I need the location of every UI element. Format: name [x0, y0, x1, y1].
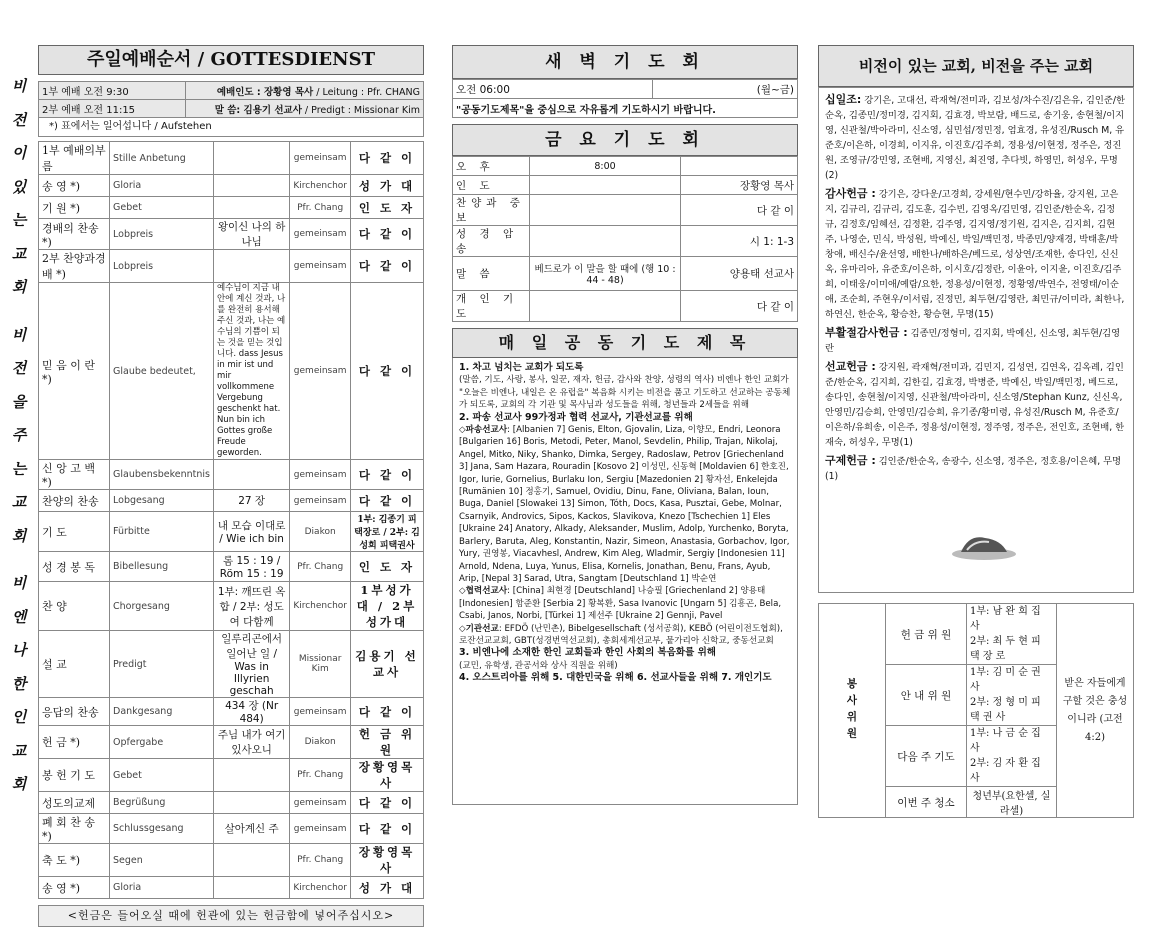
order-item-leader: 다 같 이 [351, 698, 424, 726]
offering-group-label: 선교헌금 : [825, 360, 876, 373]
vertical-motto-char: 비 [11, 325, 27, 344]
prayer-1-heading: 1. 차고 넘치는 교회가 되도록 [459, 362, 584, 373]
friday-row [453, 176, 798, 195]
order-item-leader: 다 같 이 [351, 460, 424, 490]
order-item-leader: 성 가 대 [351, 877, 424, 899]
service-role: 헌 금 위 원 [886, 604, 967, 665]
order-item-leader: 장황영목사 [351, 759, 424, 792]
order-item-leader: 김용기 선교사 [351, 631, 424, 698]
service-1-time: 9:30 [106, 87, 129, 98]
friday-prayer-table [452, 156, 798, 322]
order-item-detail [213, 759, 289, 792]
order-item-kr: 성 경 봉 독 [39, 552, 110, 582]
service-1-name: 1부 예배 오전 [42, 87, 104, 98]
service-person-1: 1부: 나 금 순 집 사 [970, 728, 1041, 754]
order-item-role: gemeinsam [290, 283, 351, 460]
service-2-name: 2부 예배 오전 [42, 105, 104, 116]
vertical-motto-char: 전 [11, 359, 27, 377]
order-item-role: gemeinsam [290, 792, 351, 814]
vertical-motto-char: 한 [11, 674, 27, 693]
friday-detail [530, 291, 681, 322]
offering-group-names: 김인준/한순옥, 송광수, 신소영, 정주은, 정호용/이은혜, 무명(1) [825, 456, 1122, 482]
order-item-role: Diakon [290, 512, 351, 552]
friday-item: 말 씀 [453, 257, 530, 291]
order-item-de: Bibellesung [110, 552, 214, 582]
order-row [39, 726, 424, 759]
order-row [39, 844, 424, 877]
worship-order-title: 주일예배순서 / GOTTESDIENST [38, 45, 424, 75]
vertical-motto-char: 회 [11, 775, 27, 793]
order-item-leader: 인 도 자 [351, 552, 424, 582]
order-row [39, 197, 424, 219]
service-role: 안 내 위 원 [886, 665, 967, 726]
vertical-motto-char: 비 [11, 574, 27, 592]
service-committee-table [818, 603, 1134, 818]
order-item-role: gemeinsam [290, 460, 351, 490]
service-person: 청년부(요한셀, 실라셀) [967, 787, 1057, 818]
order-item-role: Kirchenchor [290, 582, 351, 631]
order-row [39, 490, 424, 512]
dawn-days: (월~금) [652, 80, 797, 99]
order-item-role: gemeinsam [290, 142, 351, 175]
friday-leader: 시 1: 1-3 [681, 226, 798, 257]
prayer-1-body: (말씀, 기도, 사랑, 봉사, 일꾼, 재자, 헌금, 감사와 찬양, 성령의 역사) 비엔나 한인 교회가 "오늘은 비엔나, 내일은 온 유럽을" 복음화 시키는 비전을 품고 기도하고 선교하는 공동체가 되도록, 교회의 각 기관 및 목사님과 성도들을 위해, 청년들과 2세들을 위해 [459, 375, 791, 411]
friday-leader: 장황영 목사 [681, 176, 798, 195]
order-item-detail: 왕이신 나의 하나님 [213, 219, 289, 250]
service-person-1: 1부: 김 미 순 권 사 [970, 667, 1041, 693]
prayer-2-heading: 2. 파송 선교사 99가정과 협력 선교사, 기관선교를 위해 [459, 411, 693, 423]
offering-group-names: 강기은, 고대선, 곽재혁/전미과, 김보성/차수진/김은유, 김인준/한순옥, 김종민/정미경, 김지회, 김효경, 박보람, 배드로, 송기웅, 송현철/이지영, 신관철/박아라미, 신소영, 심민섭/정민정, 엄효경, 유성진/Rusch M, 유준호/이은하, 이경희, 이지유, 이진호/김주희, 정용성/이현정, 정주은, 정진원, 조영규/강민영, 조현배, 지영신, 최진영, 추다빗, 하영민, 허성우, 무명(2) [825, 95, 1125, 181]
order-item-de: Gebet [110, 197, 214, 219]
order-item-leader: 다 같 이 [351, 283, 424, 460]
order-row [39, 512, 424, 552]
prayer-2-partner-label: ◇협력선교사 [459, 586, 508, 597]
order-item-de: Lobgesang [110, 490, 214, 512]
service-committee-label: 봉사위원 [819, 604, 886, 818]
vertical-motto-char: 나 [11, 641, 27, 659]
friday-detail: 8:00 [530, 157, 681, 176]
order-item-de: Stille Anbetung [110, 142, 214, 175]
prayer-4-heading: 4. 오스트리아를 위해 5. 대한민국을 위해 6. 선교사들을 위해 7. 개인기도 [459, 672, 772, 684]
order-row [39, 877, 424, 899]
order-item-de: Glaubensbekenntnis [110, 460, 214, 490]
dawn-time: 오전 06:00 [453, 80, 653, 99]
stand-note-kr: *) 표에서는 일어섭니다 [49, 121, 152, 132]
friday-row [453, 257, 798, 291]
order-item-leader: 1부성가대 / 2부성가대 [351, 582, 424, 631]
friday-row [453, 226, 798, 257]
order-item-role: gemeinsam [290, 698, 351, 726]
order-item-de: Gebet [110, 759, 214, 792]
order-item-kr: 응답의 찬송 [39, 698, 110, 726]
friday-row [453, 195, 798, 226]
friday-row [453, 291, 798, 322]
prayer-2-partner-missionaries: : [China] 최현경 [Deutschland] 나승필 [Griechenland 2] 양용태 [Indonesien] 함준환 [Serbia 2] 황복환, Sasa Ivanovic [Ungarn 5] 김흥곤, Bela, Csabi, Janos, Norbi, [Türkei 1] 제선주 [Ukraine 2] Gennji, Pavel [459, 586, 782, 622]
order-item-role: gemeinsam [290, 490, 351, 512]
prayer-2-organizations: : EFDÖ (난민촌), Bibelgesellschaft (성서공회), KEBÖ (어린이전도협회), 로잔선교교회, GBT(성경번역선교회), 총회세계선교부, 뭍가리아 신학교, 중동선교회 [459, 623, 783, 646]
order-item-detail: 예수님이 지금 내 안에 계신 것과, 나를 완전히 용서해 주신 것과, 나는 예수님의 기쁨이 되는 것을 믿는 것입니다. dass Jesus in mir ist und mir vollkommene Vergebung geschenkt hat. Nun bin ich Gottes große Freude geworden. [213, 283, 289, 460]
order-item-de: Dankgesang [110, 698, 214, 726]
order-item-de: Chorgesang [110, 582, 214, 631]
vertical-motto-char: 이 [11, 144, 27, 162]
vertical-motto-char: 전 [11, 110, 27, 129]
order-item-role: Pfr. Chang [290, 759, 351, 792]
order-item-kr: 신 앙 고 백 *) [39, 460, 110, 490]
order-item-kr: 축 도 *) [39, 844, 110, 877]
order-item-leader: 성 가 대 [351, 175, 424, 197]
service-times-table [38, 81, 424, 118]
order-row [39, 142, 424, 175]
vertical-motto-char: 을 [11, 392, 27, 411]
order-item-leader: 다 같 이 [351, 814, 424, 844]
order-item-role: Missionar Kim [290, 631, 351, 698]
vertical-motto-char: 있 [11, 177, 27, 196]
friday-item: 개 인 기 도 [453, 291, 530, 322]
service-1-leader-de: / Leitung : Pfr. CHANG [316, 86, 420, 98]
service-1-leader: 예배인도 : 장황영 목사 [216, 86, 314, 98]
prayer-2-sent-label-vis: ◇파송선교사 [459, 425, 508, 436]
prayer-3-heading: 3. 비엔나에 소재한 한인 교회들과 한인 사회의 복음화를 위해 [459, 647, 716, 659]
order-row [39, 552, 424, 582]
friday-item: 오 후 [453, 157, 530, 176]
order-item-leader: 다 같 이 [351, 250, 424, 283]
friday-detail: 베드로가 이 말을 할 때에 (행 10 : 44 - 48) [530, 257, 681, 291]
friday-row [453, 157, 798, 176]
order-item-kr: 성도의교제 [39, 792, 110, 814]
order-item-detail [213, 877, 289, 899]
friday-item: 성 경 암 송 [453, 226, 530, 257]
offering-group [825, 453, 1127, 484]
service-person-2: 2부: 최 두 현 피 택 장 로 [970, 636, 1041, 662]
order-row [39, 250, 424, 283]
order-item-kr: 폐 회 찬 송 *) [39, 814, 110, 844]
friday-detail [530, 176, 681, 195]
order-row [39, 698, 424, 726]
friday-prayer-title: 금 요 기 도 회 [452, 124, 798, 156]
stand-note [38, 118, 424, 137]
order-item-detail: 주님 내가 여기 있사오니 [213, 726, 289, 759]
order-item-detail: 롬 15 : 19 / Röm 15 : 19 [213, 552, 289, 582]
order-row [39, 582, 424, 631]
service-2-time: 11:15 [106, 105, 136, 116]
order-item-de: Gloria [110, 877, 214, 899]
vision-title: 비전이 있는 교회, 비전을 주는 교회 [818, 45, 1134, 87]
order-item-role: Pfr. Chang [290, 844, 351, 877]
order-item-kr: 1부 예배의부름 [39, 142, 110, 175]
daily-prayer-list [452, 358, 798, 805]
order-item-de: Fürbitte [110, 512, 214, 552]
service-2-preacher-de: / Predigt : Missionar Kim [304, 104, 420, 116]
service-committee-row [819, 604, 1134, 665]
offering-group-label: 십일조: [825, 93, 862, 106]
order-item-leader: 다 같 이 [351, 792, 424, 814]
order-item-role: Kirchenchor [290, 877, 351, 899]
order-item-kr: 찬양의 찬송 [39, 490, 110, 512]
vertical-motto-char: 는 [11, 211, 27, 229]
service-2-preacher: 말 씀: 김용기 선교사 [214, 104, 302, 116]
order-row [39, 759, 424, 792]
order-item-detail [213, 142, 289, 175]
order-item-kr: 경배의 찬송 *) [39, 219, 110, 250]
order-item-detail: 1부: 깨뜨린 옥합 / 2부: 성도여 다함께 [213, 582, 289, 631]
order-item-role: gemeinsam [290, 219, 351, 250]
friday-leader: 양용태 선교사 [681, 257, 798, 291]
order-row [39, 792, 424, 814]
vertical-motto-char: 주 [11, 426, 27, 444]
order-item-leader: 인 도 자 [351, 197, 424, 219]
offering-list [818, 87, 1134, 593]
order-item-kr: 기 원 *) [39, 197, 110, 219]
order-item-kr: 설 교 [39, 631, 110, 698]
order-row [39, 283, 424, 460]
order-item-de: Lobpreis [110, 219, 214, 250]
offering-group-label: 구제헌금 : [825, 454, 876, 467]
order-item-detail [213, 197, 289, 219]
order-item-de: Segen [110, 844, 214, 877]
service-person-2: 2부: 정 형 미 피 택 권 사 [970, 697, 1041, 723]
order-item-role: gemeinsam [290, 250, 351, 283]
offering-group-label: 부활절감사헌금 : [825, 326, 908, 339]
order-item-role: Pfr. Chang [290, 197, 351, 219]
order-item-de: Gloria [110, 175, 214, 197]
vertical-motto-char: 교 [11, 493, 27, 511]
prayer-2-sent-missionaries: : [Albanien 7] Genis, Elton, Gjovalin, Liza, 이향모, Endri, Leonora [Bulgarien 16] Boris, Metodi, Peter, Manol, Sevdelin, Philip, Trajan, Nikolaj, Angel, Mitko, Niky, Shanko, Dimka, Sergey, Radoslaw, Petrov [Griechenland 3] Jana, Sam Hazara, Rouradin [Kosovo 2] 이성민, 신동혁 [Moldavien 6] 한호진, Igor, Iurie, Gornelius, Burlaku Ion, Sergiu [Mazedonien 2] 황자선, Enkelejda [Rumänien 10] 정홍기, Samuel, Ovidiu, Dinu, Fane, Oliviana, Balan, Ioun, Buga, Daniel [Slowakei 13] Simon, Tóth, Docs, Kasa, Pusztai, Gebe, Molnar, Csarnyik, Androvics, Sipos, Kackos, Slavikova, Knezo [Tschechien 1] Eles [Ukraine 24] Anatory, Alkady, Aleksander, Muslim, Adolp, Yurchenko, Boryta, Barlery, Baruta, Aleg, Konstantin, Nazir, Simeon, Anastasia, Gorbachov, Igor, Yury, 권영봉, Viacavhesl, Andrew, Kim Aleg, Wladmir, Sergiy [Indonesien 11] Arnold, Ndena, Luya, Yunus, Elisa, Kornelis, Jonathan, Benu, Frans, Ayub, Arip, [Nepal 3] Sarad, Utra, Sangtam [Deutschland 1] 박순연 [459, 425, 790, 584]
friday-leader [681, 157, 798, 176]
vertical-motto-char: 비 [11, 77, 27, 95]
dawn-note: "공동기도제목"을 중심으로 자유롭게 기도하시기 바랍니다. [453, 99, 798, 118]
order-row [39, 219, 424, 250]
order-item-de: Opfergabe [110, 726, 214, 759]
order-item-kr: 2부 찬양과경배 *) [39, 250, 110, 283]
order-item-kr: 믿 음 이 란 *) [39, 283, 110, 460]
friday-leader: 다 같 이 [681, 195, 798, 226]
vertical-church-motto [6, 70, 32, 802]
vertical-motto-char: 인 [11, 708, 27, 726]
order-item-detail [213, 175, 289, 197]
offering-group [825, 359, 1127, 450]
order-row [39, 814, 424, 844]
order-item-detail [213, 250, 289, 283]
vertical-motto-char: 회 [11, 526, 27, 545]
order-item-detail: 일루리곤에서 일어난 일 / Was in Illyrien geschah [213, 631, 289, 698]
prayer-3-body: (교민, 유학생, 관공서와 상사 직원을 위해) [459, 660, 618, 671]
vertical-motto-char: 회 [11, 278, 27, 296]
offering-group-names: 강기은, 강다운/고경희, 강세원/현수민/강하율, 강지원, 고은지, 김규리, 김규리, 김도훈, 김수빈, 김영옥/김민영, 김인준/한순옥, 김정규, 김정호/임혜선, 김정환, 김주영, 김지영/정기원, 김지은, 김지희, 김현주, 나영순, 민식, 박성원, 박예신, 박일/백민정, 박종민/양재경, 박태훈/박창애, 배신수/윤선영, 배한나/배하은/베드로, 성상연/조재한, 송다인, 신신옥, 유마리아, 유준호/이은하, 이시호/김정란, 이윤아, 이지윤, 이진호/김주희, 이태웅/이미애/예람/요한, 정용성/이현정, 정황영/박연수, 전영태/이순애, 조순희, 주현우/이서림, 진정민, 최두현/김영란, 최민규/이미라, 최한나, 하연신, 한순옥, 황승찬, 황승현, 무명(15) [825, 189, 1125, 320]
offering-group-names: 김종민/정형미, 김지회, 박예신, 신소영, 최두현/김영란 [825, 328, 1121, 354]
faithfulness-verse: 받은 자들에게 구할 것은 충성이니라 (고전4:2) [1057, 604, 1134, 818]
offering-group [825, 92, 1127, 183]
order-item-leader: 1부: 김종기 피택장로 / 2부: 김성희 피택권사 [351, 512, 424, 552]
service-role: 이번 주 청소 [886, 787, 967, 818]
friday-detail [530, 226, 681, 257]
order-item-leader: 헌 금 위 원 [351, 726, 424, 759]
order-item-role: gemeinsam [290, 814, 351, 844]
order-item-de: Schlussgesang [110, 814, 214, 844]
order-item-kr: 송 영 *) [39, 877, 110, 899]
service-role: 다음 주 기도 [886, 726, 967, 787]
order-row [39, 631, 424, 698]
order-item-leader: 장황영목사 [351, 844, 424, 877]
order-item-detail: 27 장 [213, 490, 289, 512]
stand-note-de: / Aufstehen [154, 121, 212, 132]
service-person-1: 1부: 남 완 희 집 사 [970, 606, 1041, 632]
order-item-role: Pfr. Chang [290, 552, 351, 582]
order-item-de: Begrüßung [110, 792, 214, 814]
dawn-prayer-table [452, 79, 798, 118]
order-row [39, 460, 424, 490]
order-item-detail: 434 장 (Nr 484) [213, 698, 289, 726]
praying-hands-icon [949, 528, 1019, 562]
dawn-prayer-title: 새 벽 기 도 회 [452, 45, 798, 79]
order-item-kr: 기 도 [39, 512, 110, 552]
order-item-leader: 다 같 이 [351, 142, 424, 175]
friday-detail [530, 195, 681, 226]
order-item-detail: 살아계신 주 [213, 814, 289, 844]
vertical-motto-char: 는 [11, 459, 27, 478]
vertical-motto-char: 교 [11, 741, 27, 760]
order-item-detail [213, 792, 289, 814]
order-item-de: Lobpreis [110, 250, 214, 283]
service-person-2: 2부: 김 자 환 집 사 [970, 758, 1041, 784]
order-item-role: Diakon [290, 726, 351, 759]
vertical-motto-char: 엔 [11, 607, 27, 626]
offering-group-names: 강지원, 곽재혁/전미과, 김민지, 김성연, 김연옥, 김옥례, 김인준/한순옥, 김지희, 김한길, 김효경, 박병준, 박예신, 박일/백민정, 베드로, 송다인, 송현철/이지영, 신관철/박아라미, 신소영/Stephan Kunz, 신신옥, 안영민/김승희, 안영민/김승희, 유기종/황미령, 유성진/Rusch M, 유준호/이은하/유희송, 이은주, 정용성/이현정, 정주영, 정주은, 전인호, 조현배, 한재숙, 허성우, 무명(1) [825, 362, 1125, 448]
order-item-detail [213, 844, 289, 877]
order-item-role: Kirchenchor [290, 175, 351, 197]
order-item-detail: 내 모습 이대로 / Wie ich bin [213, 512, 289, 552]
order-item-kr: 찬 양 [39, 582, 110, 631]
order-item-de: Predigt [110, 631, 214, 698]
prayer-2-org-label: ◇기관선교 [459, 623, 499, 634]
offering-footer-note: <헌금은 들어오실 때에 헌관에 있는 헌금함에 넣어주십시오> [38, 905, 424, 927]
order-row [39, 175, 424, 197]
order-item-kr: 송 영 *) [39, 175, 110, 197]
order-item-de: Glaube bedeutet, [110, 283, 214, 460]
friday-leader: 다 같 이 [681, 291, 798, 322]
order-item-detail [213, 460, 289, 490]
order-item-kr: 봉 헌 기 도 [39, 759, 110, 792]
friday-item: 인 도 [453, 176, 530, 195]
order-item-kr: 헌 금 *) [39, 726, 110, 759]
offering-group [825, 325, 1127, 356]
order-item-leader: 다 같 이 [351, 490, 424, 512]
order-item-leader: 다 같 이 [351, 219, 424, 250]
friday-item: 찬양과 중보 [453, 195, 530, 226]
daily-prayer-title: 매 일 공 동 기 도 제 목 [452, 328, 798, 358]
worship-order-table [38, 141, 424, 899]
offering-group [825, 186, 1127, 322]
vertical-motto-char: 교 [11, 244, 27, 263]
offering-group-label: 감사헌금 : [825, 187, 876, 200]
